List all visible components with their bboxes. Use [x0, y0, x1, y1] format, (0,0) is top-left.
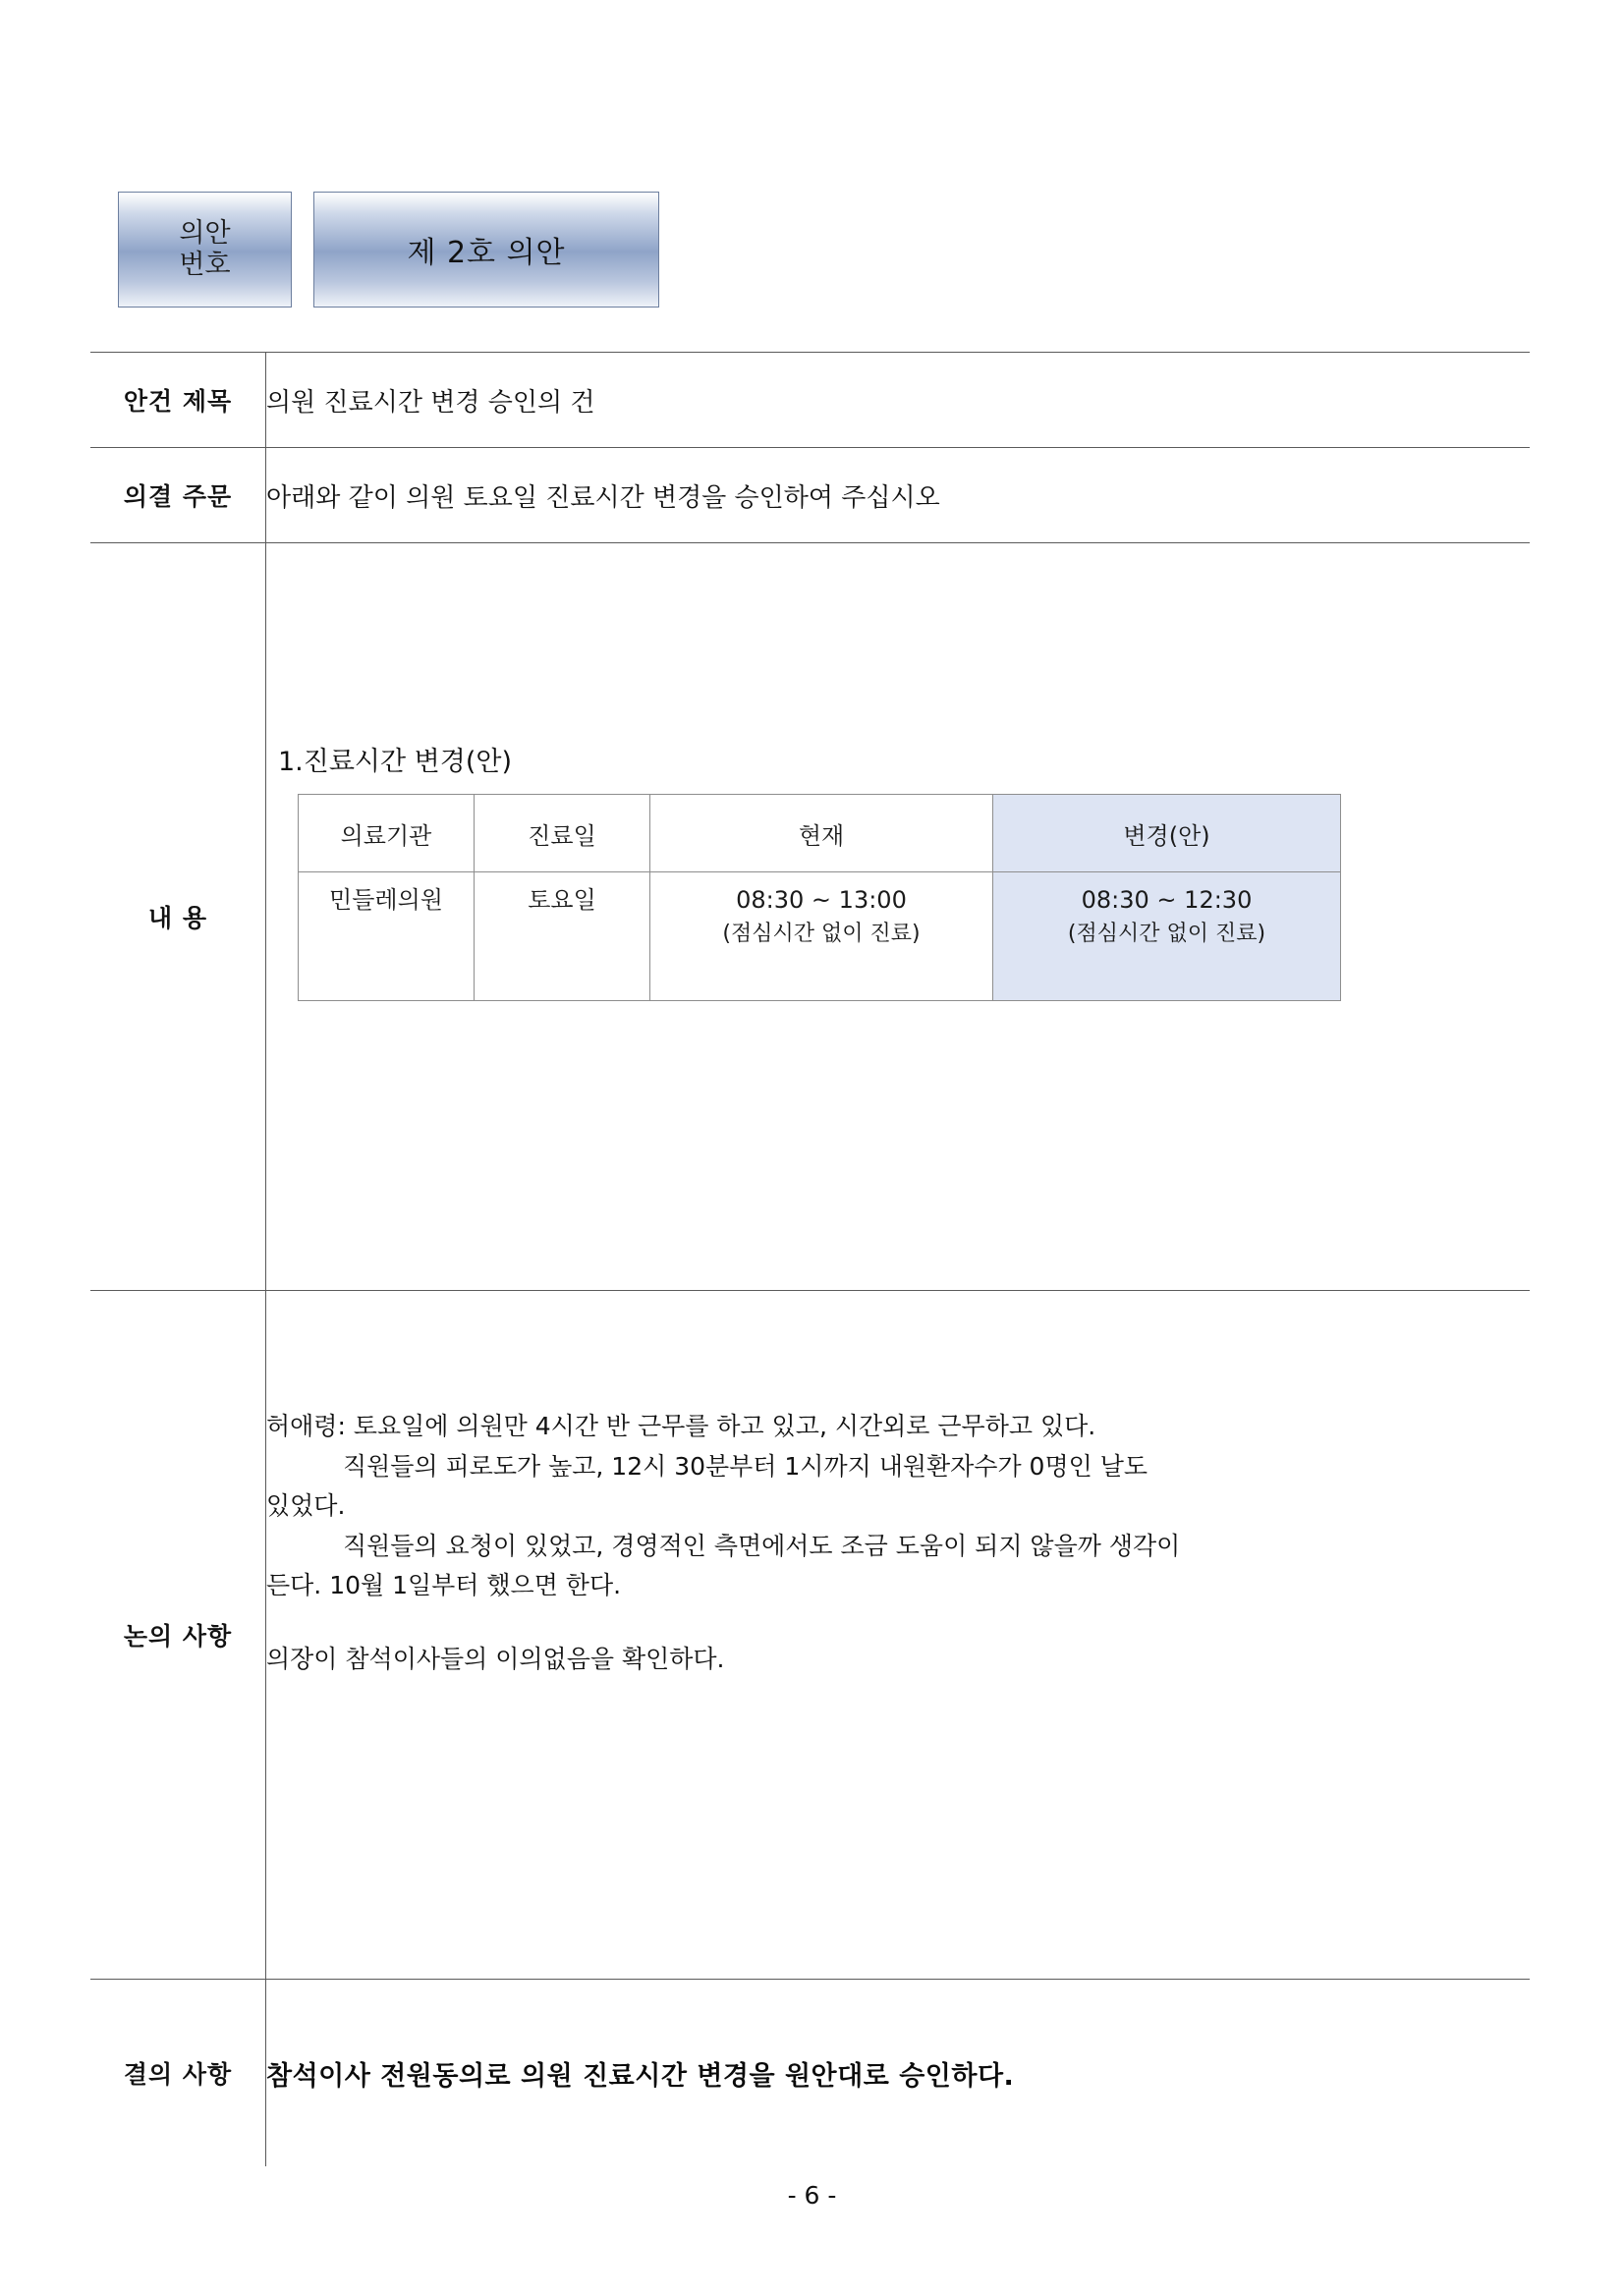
table-row-discussion [90, 1291, 1530, 1980]
schedule-change-table [298, 794, 1341, 1001]
header-new: 변경(안) [993, 795, 1341, 872]
row-value-title [266, 353, 1531, 448]
row-label-decision-text: 결의 사항 [123, 2060, 233, 2089]
header-day: 진료일 [475, 795, 650, 872]
discussion-line-6: 의장이 참석이사들의 이의없음을 확인하다. [266, 1644, 725, 1673]
table-row-content [90, 543, 1530, 1291]
discussion-line-3: 있었다. [266, 1491, 346, 1520]
table-row-decision [90, 1980, 1530, 2167]
proposal-number-badge [118, 192, 659, 308]
cell-day: 토요일 [475, 872, 650, 1001]
row-label-title [90, 353, 266, 448]
badge-label-line1: 의안 [179, 218, 231, 250]
discussion-line-4: 직원들의 요청이 있었고, 경영적인 측면에서도 조금 도움이 되지 않을까 생각이 [343, 1531, 1181, 1560]
cell-new [993, 872, 1341, 1001]
cell-current [650, 872, 993, 1001]
table-row-resolution [90, 448, 1530, 543]
row-label-resolution-text: 의결 주문 [123, 482, 233, 511]
badge-separator [292, 192, 313, 308]
cell-org: 민들레의원 [299, 872, 475, 1001]
cell-current-main: 08:30 ~ 13:00 [736, 886, 907, 914]
content-heading: 1.진료시간 변경(안) [278, 747, 512, 777]
agenda-table [90, 352, 1530, 2166]
decision-text: 참석이사 전원동의로 의원 진료시간 변경을 원안대로 승인하다. [266, 2060, 1015, 2092]
row-value-discussion [266, 1291, 1531, 1980]
badge-label [118, 192, 292, 308]
discussion-spacer [266, 1606, 1494, 1640]
cell-new-main: 08:30 ~ 12:30 [1081, 886, 1253, 914]
row-value-decision [266, 1980, 1531, 2167]
row-label-content [90, 543, 266, 1291]
row-value-resolution-text: 아래와 같이 의원 토요일 진료시간 변경을 승인하여 주십시오 [266, 482, 940, 513]
discussion-line-5: 든다. 10월 1일부터 했으면 한다. [266, 1571, 622, 1599]
header-org: 의료기관 [299, 795, 475, 872]
discussion-body [266, 1291, 1530, 1679]
badge-value: 제 2호 의안 [313, 192, 659, 308]
row-label-title-text: 안건 제목 [123, 387, 233, 416]
row-label-discussion-text: 논의 사항 [123, 1622, 233, 1651]
schedule-table-row [299, 872, 1341, 1001]
row-label-resolution [90, 448, 266, 543]
row-value-content [266, 543, 1531, 1291]
row-label-content-text: 내 용 [147, 904, 207, 932]
discussion-line-1: 허애령: 토요일에 의원만 4시간 반 근무를 하고 있고, 시간외로 근무하고 있다. [266, 1412, 1096, 1440]
discussion-line-2: 직원들의 피로도가 높고, 12시 30분부터 1시까지 내원환자수가 0명인 날도 [343, 1451, 1148, 1481]
schedule-table-header-row [299, 795, 1341, 872]
table-row-title [90, 353, 1530, 448]
cell-current-sub: (점심시간 없이 진료) [722, 922, 921, 946]
page-number: - 6 - [787, 2181, 837, 2210]
row-label-decision [90, 1980, 266, 2167]
header-current: 현재 [650, 795, 993, 872]
row-value-resolution [266, 448, 1531, 543]
row-label-discussion [90, 1291, 266, 1980]
cell-new-sub: (점심시간 없이 진료) [1067, 922, 1266, 946]
badge-label-line2: 번호 [179, 250, 231, 280]
row-value-title-text: 의원 진료시간 변경 승인의 건 [266, 387, 595, 418]
content-body [266, 543, 1530, 1001]
